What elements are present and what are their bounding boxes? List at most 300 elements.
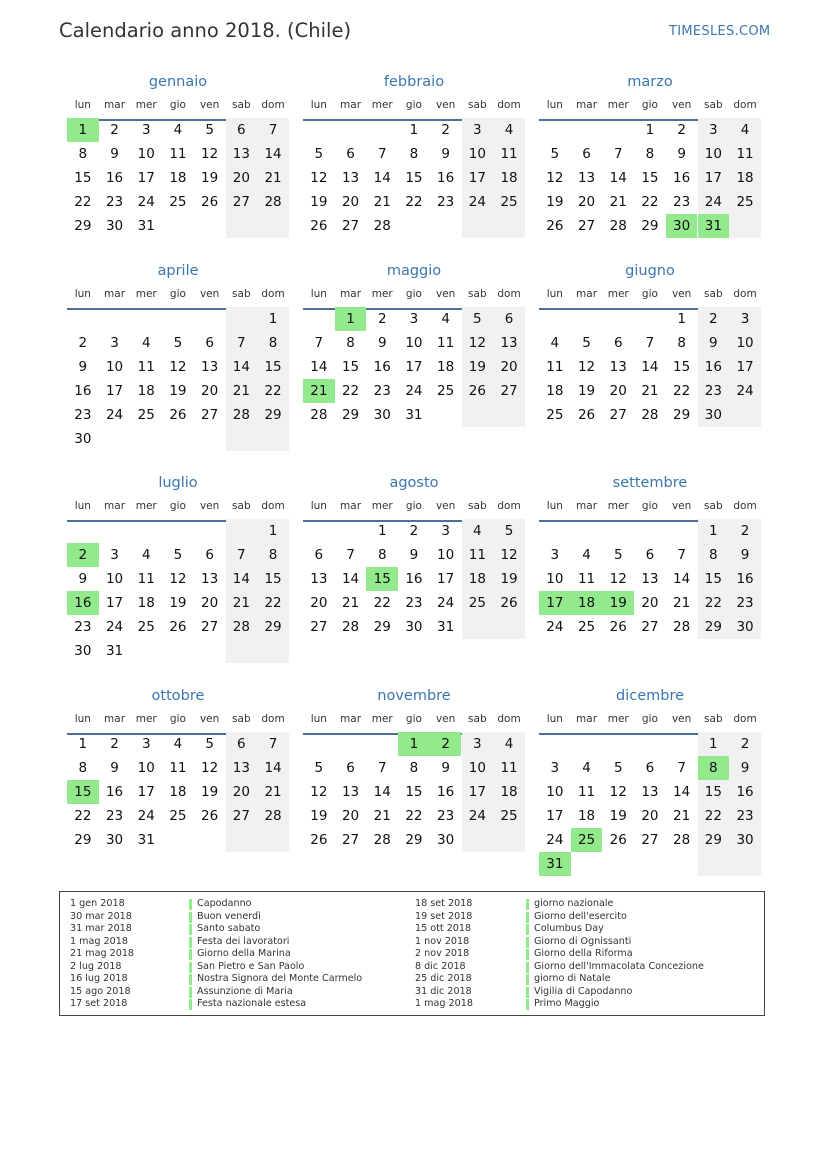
legend-holiday-name: Giorno dell'Immacolata Concezione [534, 960, 704, 972]
day-cell: 23 [673, 194, 691, 210]
day-cell: 9 [110, 146, 119, 162]
day-cell: 27 [641, 619, 659, 635]
weekday-label: sab [468, 713, 487, 725]
day-cell: 16 [405, 571, 423, 587]
day-cell: 23 [698, 379, 730, 403]
day-cell: 12 [201, 146, 219, 162]
weekday-label: gio [169, 713, 186, 725]
day-cell: 12 [577, 359, 596, 375]
day-cell: 6 [645, 547, 655, 563]
weekday-label: mer [371, 288, 393, 300]
day-cell: 3 [462, 732, 494, 756]
day-cell: 29 [698, 615, 730, 639]
day-cell: 7 [377, 760, 387, 776]
day-cell: 28 [673, 832, 691, 848]
day-cell: 8 [257, 543, 289, 567]
day-cell: 19 [310, 194, 328, 210]
holiday-day: 2 [430, 732, 462, 756]
day-cell: 24 [698, 190, 730, 214]
holiday-day: 31 [698, 214, 730, 238]
day-cell: 27 [310, 619, 328, 635]
day-cell: 2 [78, 335, 88, 351]
day-cell: 9 [78, 571, 88, 587]
holiday-day: 1 [398, 732, 430, 756]
day-cell: 24 [546, 832, 564, 848]
day-cell: 1 [377, 523, 387, 539]
day-cell: 10 [105, 359, 124, 375]
weekday-label: mer [607, 500, 629, 512]
day-cell: 9 [698, 331, 730, 355]
day-cell: 7 [613, 146, 623, 162]
day-cell: 8 [677, 335, 686, 351]
weekday-label: lun [546, 99, 563, 111]
day-cell: 17 [405, 359, 423, 375]
weekend-blank-cell [493, 615, 525, 639]
day-cell: 16 [673, 170, 691, 186]
day-cell: 7 [314, 335, 324, 351]
holiday-day: 18 [571, 591, 603, 615]
day-cell: 29 [257, 403, 289, 427]
weekday-label: mer [371, 500, 393, 512]
weekday-label: dom [497, 500, 521, 512]
day-cell: 19 [169, 383, 187, 399]
weekday-label: sab [232, 288, 251, 300]
day-cell: 29 [74, 218, 92, 234]
day-cell: 19 [546, 194, 564, 210]
day-cell: 29 [405, 832, 423, 848]
day-cell: 11 [437, 335, 455, 351]
weekday-label: mar [340, 500, 362, 512]
legend-marker [189, 987, 192, 998]
legend-date: 31 dic 2018 [415, 985, 472, 997]
weekday-label: dom [261, 713, 285, 725]
day-cell: 15 [673, 359, 691, 375]
legend-date: 8 dic 2018 [415, 960, 466, 972]
weekday-label: ven [435, 713, 456, 725]
weekday-label: lun [546, 713, 563, 725]
day-cell: 18 [169, 784, 187, 800]
day-cell: 27 [201, 407, 219, 423]
day-cell: 27 [341, 218, 360, 234]
day-cell: 19 [493, 567, 525, 591]
weekday-label: dom [497, 99, 521, 111]
day-cell: 29 [698, 828, 730, 852]
day-cell: 5 [613, 760, 623, 776]
day-cell: 2 [409, 523, 419, 539]
day-cell: 6 [645, 760, 655, 776]
day-cell: 23 [729, 591, 761, 615]
day-cell: 6 [346, 760, 355, 776]
day-cell: 4 [173, 122, 183, 138]
weekday-label: mar [104, 288, 126, 300]
weekday-label: sab [704, 288, 723, 300]
weekday-label: dom [733, 500, 757, 512]
day-cell: 21 [673, 595, 691, 611]
day-cell: 22 [698, 804, 730, 828]
weekday-label: mer [607, 99, 629, 111]
day-cell: 14 [341, 571, 360, 587]
weekday-label: mer [607, 288, 629, 300]
day-cell: 18 [493, 166, 525, 190]
day-cell: 31 [137, 218, 155, 234]
legend-date: 21 mag 2018 [70, 948, 135, 959]
day-cell: 31 [405, 407, 423, 423]
day-cell: 4 [493, 118, 525, 142]
day-cell: 26 [577, 407, 596, 423]
legend-marker [189, 949, 192, 960]
day-cell: 24 [137, 194, 155, 210]
day-cell: 3 [409, 311, 419, 327]
day-cell: 11 [169, 146, 187, 162]
legend-marker [189, 924, 192, 935]
day-cell: 9 [110, 760, 119, 776]
day-cell: 30 [698, 403, 730, 427]
day-cell: 30 [74, 431, 92, 447]
day-cell: 21 [257, 780, 289, 804]
day-cell: 3 [729, 307, 761, 331]
weekend-blank-cell [493, 828, 525, 852]
legend-marker [526, 949, 529, 960]
weekday-label: gio [169, 288, 186, 300]
day-cell: 17 [462, 166, 494, 190]
legend-marker [526, 937, 529, 948]
holiday-day: 1 [67, 118, 99, 142]
day-cell: 1 [409, 122, 419, 138]
day-cell: 26 [310, 218, 328, 234]
day-cell: 17 [105, 595, 124, 611]
day-cell: 5 [173, 547, 183, 563]
day-cell: 22 [257, 591, 289, 615]
legend-holiday-name: Buon venerdì [197, 910, 261, 922]
day-cell: 31 [105, 643, 124, 659]
weekend-blank-cell [257, 214, 289, 238]
weekday-label: lun [74, 99, 91, 111]
legend-marker [526, 924, 529, 935]
weekday-label: ven [435, 99, 456, 111]
weekday-label: gio [169, 99, 186, 111]
weekend-blank-cell [729, 403, 761, 427]
day-cell: 8 [645, 146, 655, 162]
day-cell: 14 [673, 571, 691, 587]
legend-date: 2 lug 2018 [70, 960, 122, 972]
day-cell: 14 [226, 355, 258, 379]
brand-logo[interactable]: TIMESLES.COM [669, 24, 771, 39]
weekday-label: mar [576, 288, 598, 300]
day-cell: 12 [310, 170, 328, 186]
legend-marker [526, 962, 529, 973]
day-cell: 28 [673, 619, 691, 635]
day-cell: 21 [373, 808, 391, 824]
weekday-label: ven [199, 288, 220, 300]
day-cell: 17 [105, 383, 124, 399]
day-cell: 13 [201, 571, 219, 587]
day-cell: 5 [205, 736, 214, 752]
day-cell: 12 [609, 571, 627, 587]
day-cell: 18 [546, 383, 564, 399]
day-cell: 29 [74, 832, 92, 848]
holiday-day: 31 [539, 852, 571, 876]
day-cell: 20 [226, 166, 258, 190]
weekday-label: dom [261, 288, 285, 300]
day-cell: 1 [78, 736, 88, 752]
day-cell: 10 [698, 142, 730, 166]
weekday-label: mer [135, 288, 157, 300]
day-cell: 9 [409, 547, 419, 563]
legend-marker [189, 937, 192, 948]
day-cell: 17 [137, 784, 155, 800]
day-cell: 15 [698, 780, 730, 804]
day-cell: 11 [577, 784, 596, 800]
month-name: giugno [625, 263, 675, 279]
weekday-label: mar [576, 500, 598, 512]
day-cell: 3 [110, 547, 119, 563]
day-cell: 21 [257, 166, 289, 190]
day-cell: 20 [577, 194, 596, 210]
weekday-label: gio [641, 713, 658, 725]
day-cell: 19 [169, 595, 187, 611]
legend-holiday-name: Festa dei lavoratori [197, 935, 290, 947]
legend-holiday-name: Capodanno [197, 898, 252, 909]
day-cell: 20 [201, 595, 219, 611]
day-cell: 13 [609, 359, 627, 375]
day-cell: 21 [226, 379, 258, 403]
day-cell: 25 [437, 383, 455, 399]
weekday-label: ven [199, 713, 220, 725]
day-cell: 11 [462, 543, 494, 567]
weekday-label: mar [104, 713, 126, 725]
legend-holiday-name: Vigilia di Capodanno [534, 985, 633, 997]
day-cell: 26 [546, 218, 564, 234]
day-cell: 23 [74, 619, 92, 635]
legend-date: 31 mar 2018 [70, 923, 132, 934]
holiday-day: 15 [366, 567, 398, 591]
day-cell: 8 [698, 543, 730, 567]
day-cell: 7 [677, 760, 686, 776]
day-cell: 6 [226, 732, 258, 756]
day-cell: 12 [169, 571, 187, 587]
day-cell: 21 [341, 595, 360, 611]
weekend-blank-cell [257, 639, 289, 663]
day-cell: 20 [310, 595, 328, 611]
weekend-blank-cell [226, 639, 258, 663]
day-cell: 11 [137, 571, 155, 587]
legend-date: 17 set 2018 [70, 998, 128, 1009]
day-cell: 10 [137, 146, 155, 162]
day-cell: 24 [105, 619, 124, 635]
day-cell: 14 [310, 359, 328, 375]
day-cell: 30 [729, 615, 761, 639]
day-cell: 23 [729, 804, 761, 828]
weekday-label: sab [468, 99, 487, 111]
day-cell: 24 [405, 383, 423, 399]
day-cell: 2 [110, 122, 119, 138]
day-cell: 11 [137, 359, 155, 375]
day-cell: 3 [141, 122, 151, 138]
day-cell: 19 [577, 383, 596, 399]
day-cell: 18 [729, 166, 761, 190]
day-cell: 13 [341, 784, 360, 800]
weekday-label: mar [576, 713, 598, 725]
day-cell: 10 [729, 331, 761, 355]
legend-marker [189, 974, 192, 985]
day-cell: 8 [409, 760, 419, 776]
legend-holiday-name: Santo sabato [197, 923, 261, 934]
weekday-label: gio [405, 99, 422, 111]
day-cell: 24 [105, 407, 124, 423]
legend-holiday-name: Columbus Day [534, 923, 604, 934]
day-cell: 12 [546, 170, 564, 186]
weekday-label: ven [435, 288, 456, 300]
weekday-label: lun [74, 713, 91, 725]
weekend-blank-cell [257, 828, 289, 852]
legend-date: 1 nov 2018 [415, 935, 470, 947]
legend-holiday-name: Nostra Signora del Monte Carmelo [197, 973, 363, 984]
day-cell: 15 [341, 359, 360, 375]
day-cell: 28 [226, 403, 258, 427]
day-cell: 12 [609, 784, 627, 800]
weekday-label: dom [497, 288, 521, 300]
weekday-label: gio [405, 288, 422, 300]
weekday-label: lun [546, 500, 563, 512]
day-cell: 21 [373, 194, 391, 210]
day-cell: 5 [462, 307, 494, 331]
day-cell: 6 [314, 547, 324, 563]
day-cell: 7 [677, 547, 686, 563]
day-cell: 22 [698, 591, 730, 615]
day-cell: 12 [169, 359, 187, 375]
day-cell: 23 [105, 808, 124, 824]
day-cell: 29 [641, 218, 659, 234]
weekday-label: sab [232, 500, 251, 512]
day-cell: 6 [613, 335, 623, 351]
day-cell: 30 [437, 832, 455, 848]
weekend-blank-cell [226, 828, 258, 852]
day-cell: 19 [462, 355, 494, 379]
weekday-label: ven [671, 500, 692, 512]
day-cell: 23 [105, 194, 124, 210]
day-cell: 6 [205, 335, 214, 351]
legend-marker [189, 962, 192, 973]
weekday-label: mer [371, 99, 393, 111]
legend-holiday-name: Festa nazionale estesa [197, 998, 307, 1009]
weekend-blank-cell [226, 307, 258, 331]
day-cell: 23 [74, 407, 92, 423]
holiday-day: 15 [67, 780, 99, 804]
day-cell: 26 [169, 407, 187, 423]
day-cell: 30 [405, 619, 423, 635]
day-cell: 25 [169, 194, 187, 210]
weekday-label: ven [435, 500, 456, 512]
day-cell: 24 [437, 595, 455, 611]
legend-date: 18 set 2018 [415, 898, 473, 909]
legend-holiday-name: giorno nazionale [534, 898, 614, 909]
day-cell: 22 [74, 808, 92, 824]
legend-holiday-name: Primo Maggio [534, 998, 600, 1009]
day-cell: 6 [493, 307, 525, 331]
day-cell: 16 [373, 359, 391, 375]
weekday-label: lun [310, 500, 327, 512]
day-cell: 9 [441, 146, 450, 162]
month-name: aprile [157, 263, 199, 279]
weekend-blank-cell [729, 852, 761, 876]
day-cell: 8 [377, 547, 387, 563]
day-cell: 13 [226, 142, 258, 166]
month-name: gennaio [148, 74, 208, 90]
month-name: ottobre [151, 688, 205, 704]
weekend-blank-cell [729, 214, 761, 238]
weekend-blank-cell [226, 427, 258, 451]
day-cell: 25 [493, 190, 525, 214]
day-cell: 1 [698, 519, 730, 543]
day-cell: 20 [341, 808, 360, 824]
day-cell: 27 [493, 379, 525, 403]
day-cell: 20 [201, 383, 219, 399]
weekend-blank-cell [462, 403, 494, 427]
legend-date: 16 lug 2018 [70, 973, 128, 984]
day-cell: 30 [729, 828, 761, 852]
weekday-label: sab [232, 713, 251, 725]
day-cell: 12 [201, 760, 219, 776]
day-cell: 1 [677, 311, 686, 327]
day-cell: 28 [257, 804, 289, 828]
day-cell: 11 [169, 760, 187, 776]
day-cell: 15 [257, 567, 289, 591]
day-cell: 25 [169, 808, 187, 824]
day-cell: 9 [677, 146, 686, 162]
day-cell: 7 [645, 335, 655, 351]
weekday-label: dom [733, 99, 757, 111]
holiday-day: 17 [539, 591, 571, 615]
legend-holiday-name: giorno di Natale [534, 973, 611, 984]
day-cell: 4 [441, 311, 450, 327]
day-cell: 22 [74, 194, 92, 210]
day-cell: 24 [729, 379, 761, 403]
day-cell: 14 [609, 170, 627, 186]
day-cell: 25 [462, 591, 494, 615]
day-cell: 22 [373, 595, 391, 611]
holiday-day: 25 [571, 828, 603, 852]
weekday-label: gio [405, 500, 422, 512]
day-cell: 13 [201, 359, 219, 375]
legend-marker [189, 999, 192, 1010]
day-cell: 27 [577, 218, 596, 234]
month-name: agosto [389, 475, 439, 491]
day-cell: 20 [641, 808, 659, 824]
day-cell: 2 [729, 732, 761, 756]
day-cell: 27 [226, 190, 258, 214]
day-cell: 5 [205, 122, 214, 138]
day-cell: 15 [698, 567, 730, 591]
day-cell: 27 [226, 804, 258, 828]
legend-marker [526, 987, 529, 998]
day-cell: 3 [550, 547, 560, 563]
day-cell: 8 [78, 760, 88, 776]
day-cell: 27 [641, 832, 659, 848]
day-cell: 18 [493, 780, 525, 804]
day-cell: 26 [201, 194, 219, 210]
day-cell: 28 [226, 615, 258, 639]
day-cell: 14 [373, 170, 391, 186]
weekday-label: sab [468, 288, 487, 300]
weekday-label: lun [310, 99, 327, 111]
weekday-label: ven [199, 99, 220, 111]
day-cell: 8 [78, 146, 88, 162]
weekday-label: gio [405, 713, 422, 725]
day-cell: 5 [582, 335, 591, 351]
day-cell: 26 [462, 379, 494, 403]
weekday-label: ven [199, 500, 220, 512]
weekday-label: dom [733, 713, 757, 725]
